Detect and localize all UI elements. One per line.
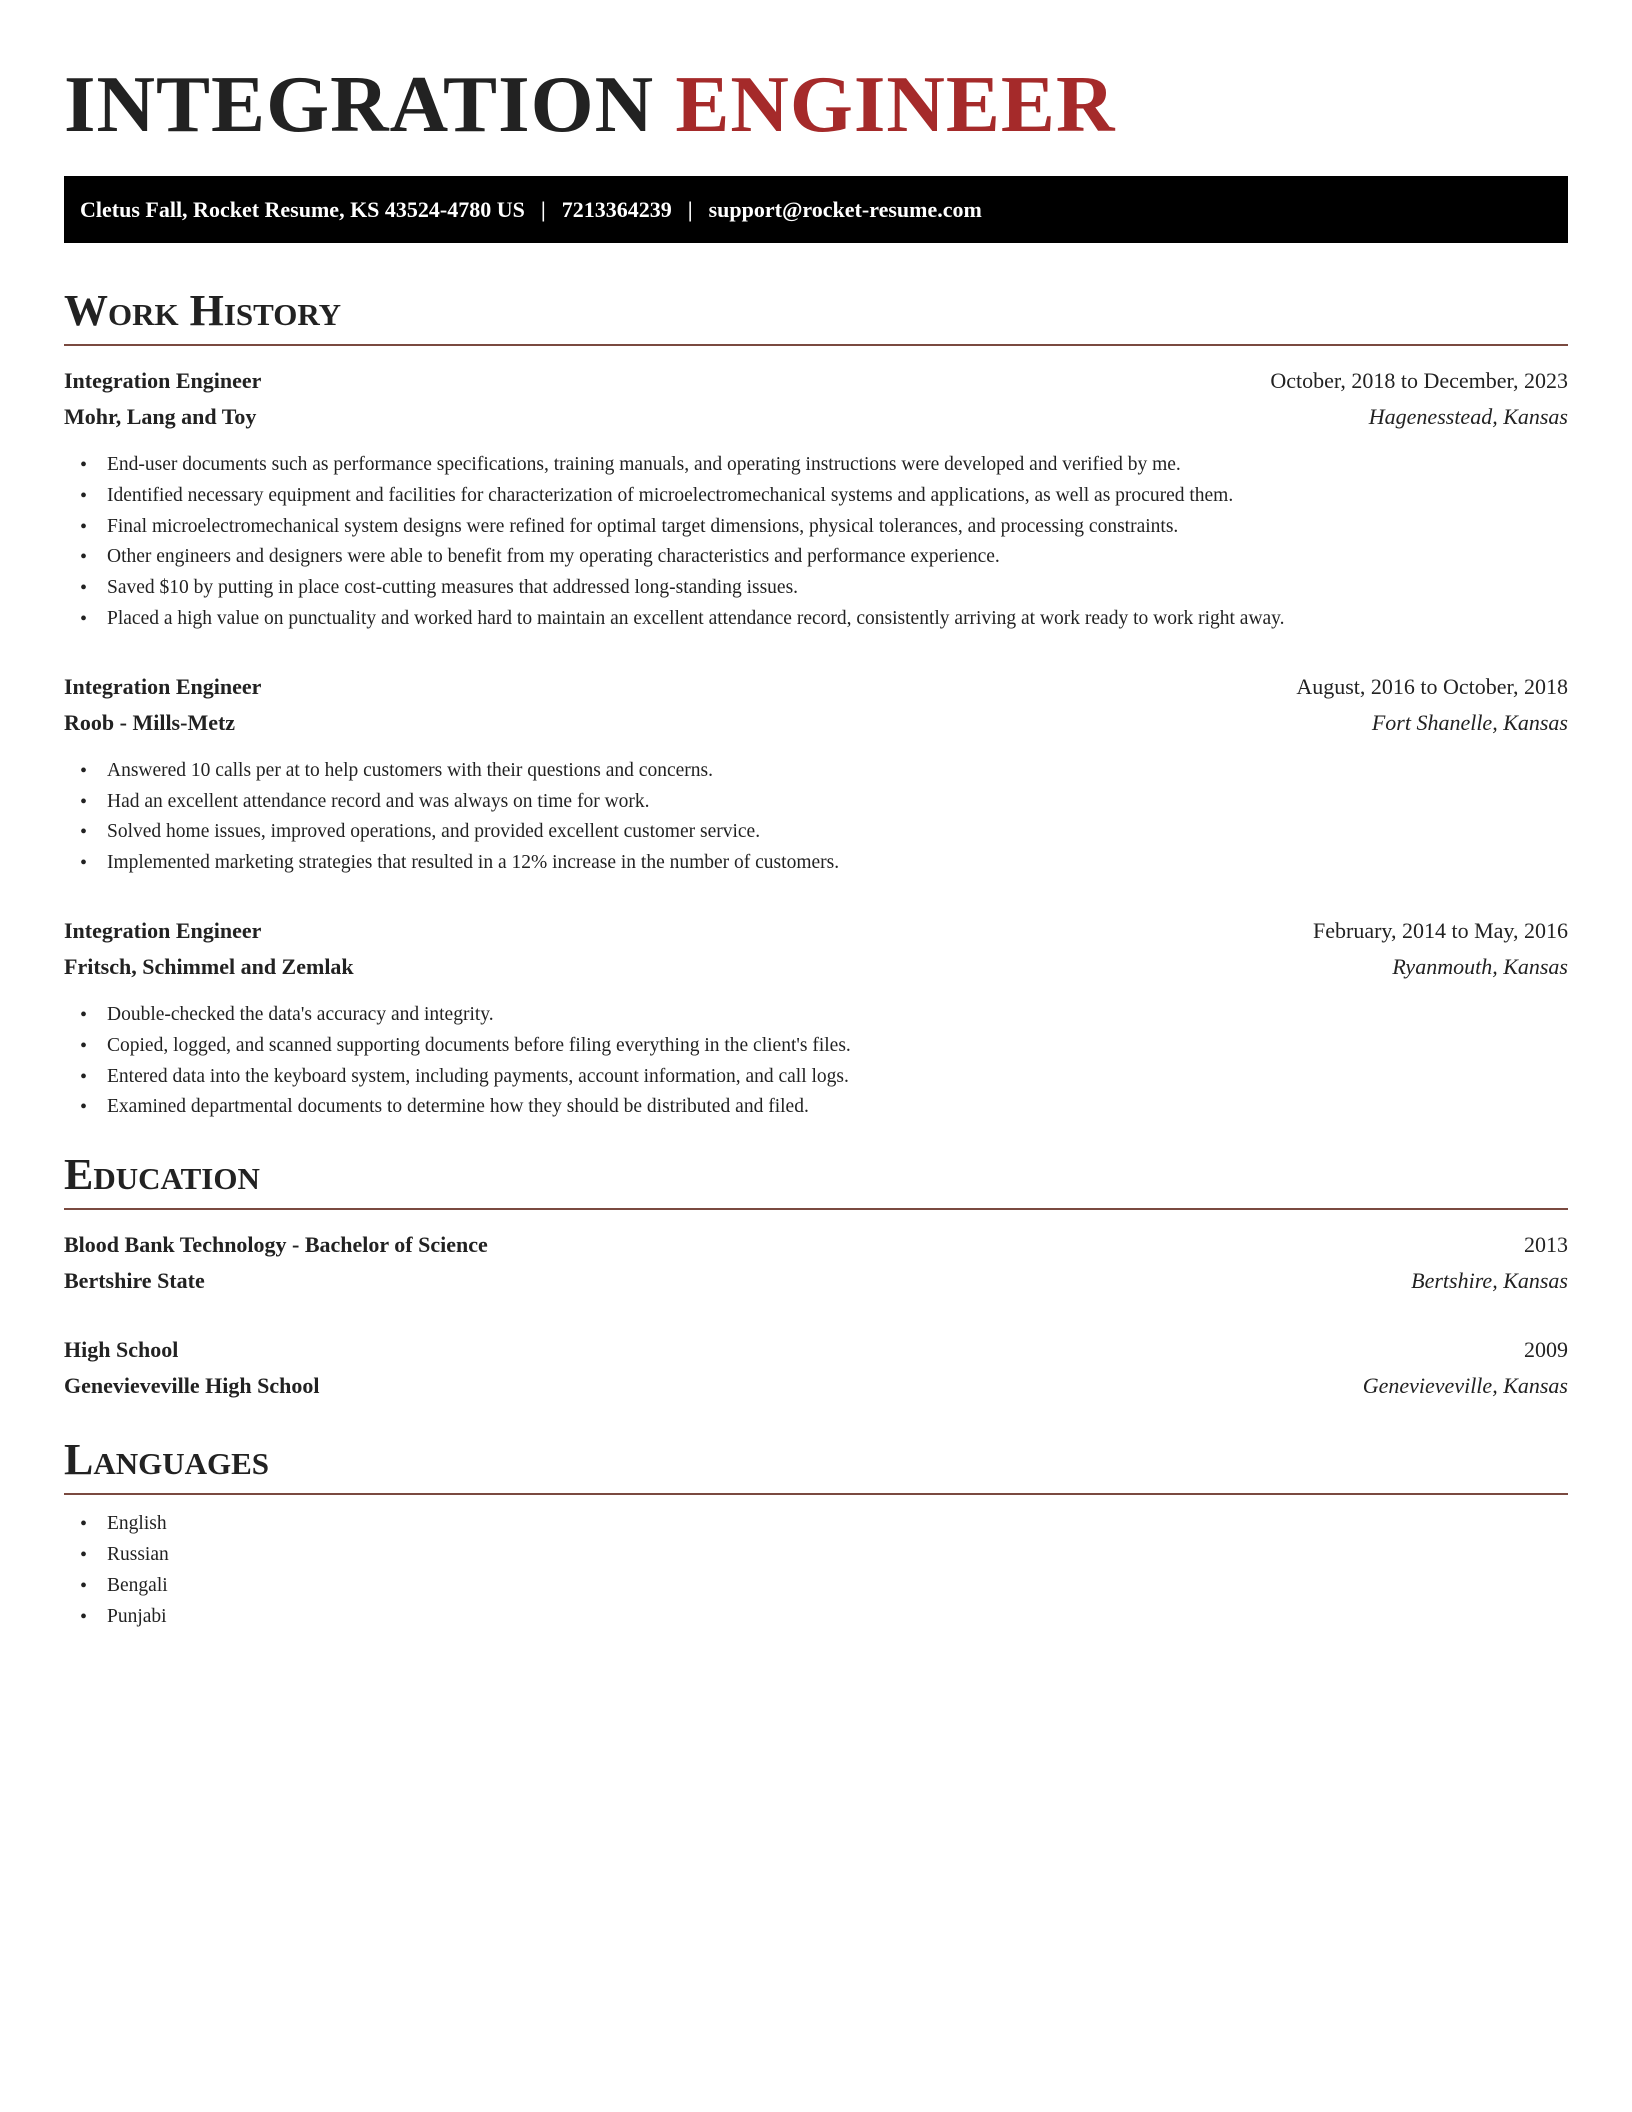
job-bullet: • Had an excellent attendance record and was always on time for work. <box>107 787 1568 818</box>
job-bullet-list <box>64 756 1568 879</box>
job-dates: August, 2016 to October, 2018 <box>1296 673 1568 699</box>
job-bullet: • Implemented marketing strategies that resulted in a 12% increase in the number of customers. <box>107 848 1568 879</box>
language-item: • Punjabi <box>107 1602 1568 1633</box>
education-year: 2009 <box>1524 1337 1568 1363</box>
language-item: • Russian <box>107 1540 1568 1571</box>
education-school: Genevieveville High School <box>64 1373 320 1399</box>
job-entry <box>64 669 1568 879</box>
education-header-row <box>64 1227 1568 1263</box>
section-divider <box>64 1493 1568 1495</box>
education-school-row <box>64 1368 1568 1404</box>
job-bullet: • Saved $10 by putting in place cost-cutting measures that addressed long-standing issues. <box>107 573 1568 604</box>
job-bullet-list <box>64 1000 1568 1123</box>
job-entry <box>64 913 1568 1123</box>
language-item: • English <box>107 1509 1568 1540</box>
education-school: Bertshire State <box>64 1268 205 1294</box>
job-company-row <box>64 949 1568 985</box>
job-bullet: • Double-checked the data's accuracy and integrity. <box>107 1000 1568 1031</box>
contact-separator: | <box>687 196 693 222</box>
job-dates: February, 2014 to May, 2016 <box>1313 917 1568 943</box>
section-title-work-history: Work History <box>64 286 342 335</box>
job-position: Integration Engineer <box>64 673 262 699</box>
job-company: Fritsch, Schimmel and Zemlak <box>64 953 354 979</box>
section-divider <box>64 344 1568 346</box>
education-section <box>64 1147 1568 1404</box>
job-position: Integration Engineer <box>64 917 262 943</box>
job-bullet: • Answered 10 calls per at to help customers with their questions and concerns. <box>107 756 1568 787</box>
job-location: Ryanmouth, Kansas <box>1392 953 1568 979</box>
education-degree: Blood Bank Technology - Bachelor of Science <box>64 1232 488 1258</box>
education-location: Bertshire, Kansas <box>1411 1268 1568 1294</box>
language-item: • Bengali <box>107 1571 1568 1602</box>
education-header-row <box>64 1332 1568 1368</box>
job-company-row <box>64 705 1568 741</box>
resume-title <box>64 0 1568 152</box>
section-divider <box>64 1208 1568 1210</box>
title-first-word: INTEGRATION <box>64 59 655 149</box>
job-header-row <box>64 669 1568 705</box>
job-bullet: • Placed a high value on punctuality and worked hard to maintain an excellent attendance record, consistently arriving at work ready to work right away. <box>107 604 1568 635</box>
education-location: Genevieveville, Kansas <box>1362 1373 1568 1399</box>
job-bullet: • Examined departmental documents to determine how they should be distributed and filed. <box>107 1092 1568 1123</box>
contact-phone: 7213364239 <box>561 196 672 222</box>
job-dates: October, 2018 to December, 2023 <box>1270 368 1568 393</box>
title-last-word: ENGINEER <box>675 59 1116 149</box>
job-bullet-list <box>64 450 1568 635</box>
job-bullet: • Identified necessary equipment and facilities for characterization of microelectromechanical systems and applications, as well as procured them. <box>107 481 1568 512</box>
job-header-row <box>64 363 1568 399</box>
section-title-languages: Languages <box>64 1435 270 1485</box>
job-company: Roob - Mills-Metz <box>64 709 236 735</box>
job-header-row <box>64 913 1568 949</box>
job-entry <box>64 363 1568 635</box>
languages-list <box>64 1509 1568 1632</box>
job-bullet: • Other engineers and designers were able to benefit from my operating characteristics and performance experience. <box>107 542 1568 573</box>
job-bullet: • Copied, logged, and scanned supporting documents before filing everything in the client's files. <box>107 1031 1568 1062</box>
contact-bar <box>64 176 1568 243</box>
work-history-section <box>64 283 1568 1123</box>
job-location: Fort Shanelle, Kansas <box>1371 709 1568 735</box>
section-title-education: Education <box>64 1150 260 1200</box>
job-company-row <box>64 399 1568 435</box>
job-location: Hagenesstead, Kansas <box>1368 404 1568 429</box>
education-school-row <box>64 1263 1568 1299</box>
education-degree: High School <box>64 1337 179 1363</box>
job-position: Integration Engineer <box>64 368 262 393</box>
contact-address: Cletus Fall, Rocket Resume, KS 43524-4780 US <box>80 196 525 222</box>
contact-separator: | <box>540 196 546 222</box>
education-entry <box>64 1227 1568 1299</box>
job-bullet: • Entered data into the keyboard system, including payments, account information, and call logs. <box>107 1062 1568 1093</box>
job-bullet: • End-user documents such as performance specifications, training manuals, and operating instructions were developed and verified by me. <box>107 450 1568 481</box>
contact-email: support@rocket-resume.com <box>708 196 982 222</box>
job-bullet: • Solved home issues, improved operations, and provided excellent customer service. <box>107 817 1568 848</box>
education-year: 2013 <box>1524 1232 1568 1258</box>
education-entry <box>64 1332 1568 1404</box>
job-bullet: • Final microelectromechanical system designs were refined for optimal target dimensions, physical tolerances, and processing constraints. <box>107 512 1568 543</box>
languages-section <box>64 1432 1568 1632</box>
job-company: Mohr, Lang and Toy <box>64 404 257 429</box>
